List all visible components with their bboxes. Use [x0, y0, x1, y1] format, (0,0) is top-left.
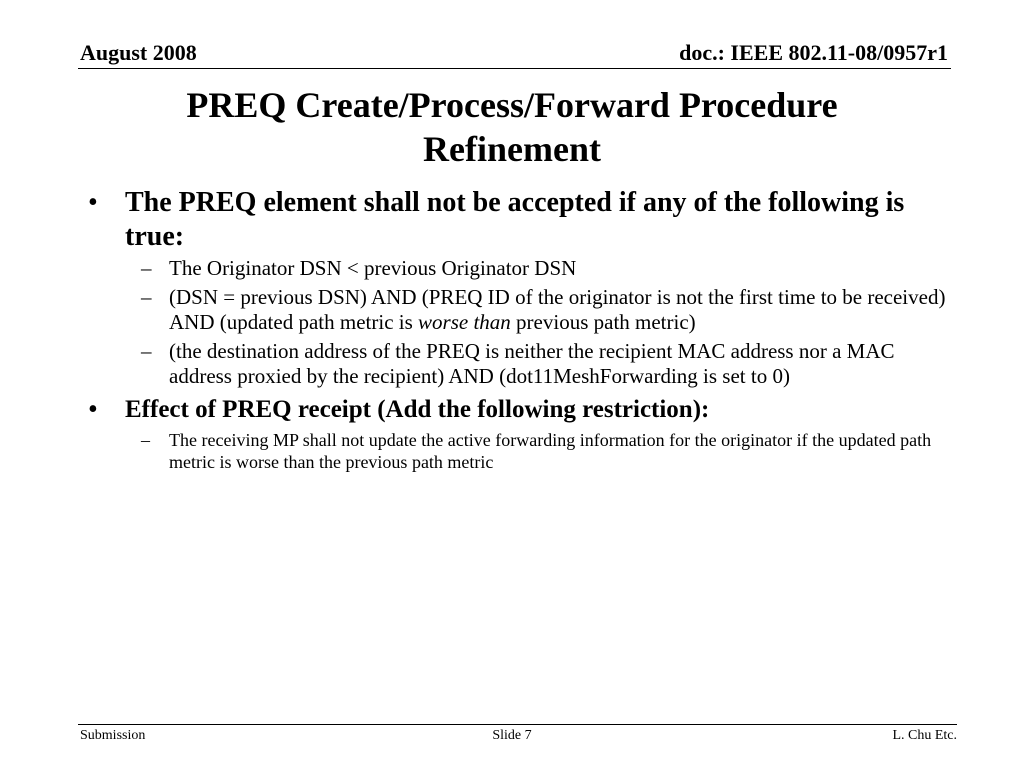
sub-bullet-text: The Originator DSN < previous Originator DSN — [169, 256, 577, 280]
sub-bullet-list — [125, 256, 948, 389]
bullet-item — [88, 186, 948, 389]
footer-divider — [78, 724, 957, 725]
sub-bullet-item — [125, 429, 948, 473]
bullet-text: Effect of PREQ receipt (Add the following restriction): — [125, 396, 710, 423]
bullet-item — [88, 393, 948, 473]
bullet-marker: • — [88, 187, 98, 218]
footer-submission: Submission — [80, 728, 146, 743]
sub-bullet-item — [125, 256, 948, 281]
sub-bullet-text-part: (DSN = previous DSN) AND (PREQ ID of the originator is not the first time to be received) AND (updated path metric is — [169, 285, 946, 334]
bullet-text: The PREQ element shall not be accepted if any of the following is true: — [125, 187, 905, 252]
dash-marker: – — [141, 285, 152, 309]
sub-bullet-text — [169, 285, 948, 335]
dash-marker: – — [141, 430, 150, 450]
header-divider — [78, 68, 951, 69]
sub-bullet-list — [125, 429, 948, 473]
bullet-list — [88, 186, 948, 473]
sub-bullet-item — [125, 285, 948, 335]
sub-bullet-text: (the destination address of the PREQ is neither the recipient MAC address nor a MAC address proxied by the recipient) AND (dot11MeshForwarding is set to 0) — [169, 339, 895, 388]
bullet-marker: • — [88, 394, 98, 425]
footer-author: L. Chu Etc. — [892, 728, 957, 743]
slide-body — [88, 186, 948, 477]
sub-bullet-text-part: previous path metric) — [510, 310, 696, 334]
header-date: August 2008 — [80, 40, 197, 65]
emphasized-text: worse than — [418, 310, 511, 334]
slide-title-line-1: PREQ Create/Process/Forward Procedure — [186, 85, 838, 125]
footer-slide-number: Slide 7 — [492, 728, 532, 743]
dash-marker: – — [141, 256, 152, 280]
slide-title-line-2: Refinement — [423, 129, 601, 169]
sub-bullet-text: The receiving MP shall not update the active forwarding information for the originator if the updated path metric is worse than the previous path metric — [169, 430, 932, 472]
header-doc-id: doc.: IEEE 802.11-08/0957r1 — [679, 40, 948, 65]
dash-marker: – — [141, 339, 152, 363]
slide-title — [60, 83, 964, 171]
sub-bullet-item — [125, 339, 948, 389]
